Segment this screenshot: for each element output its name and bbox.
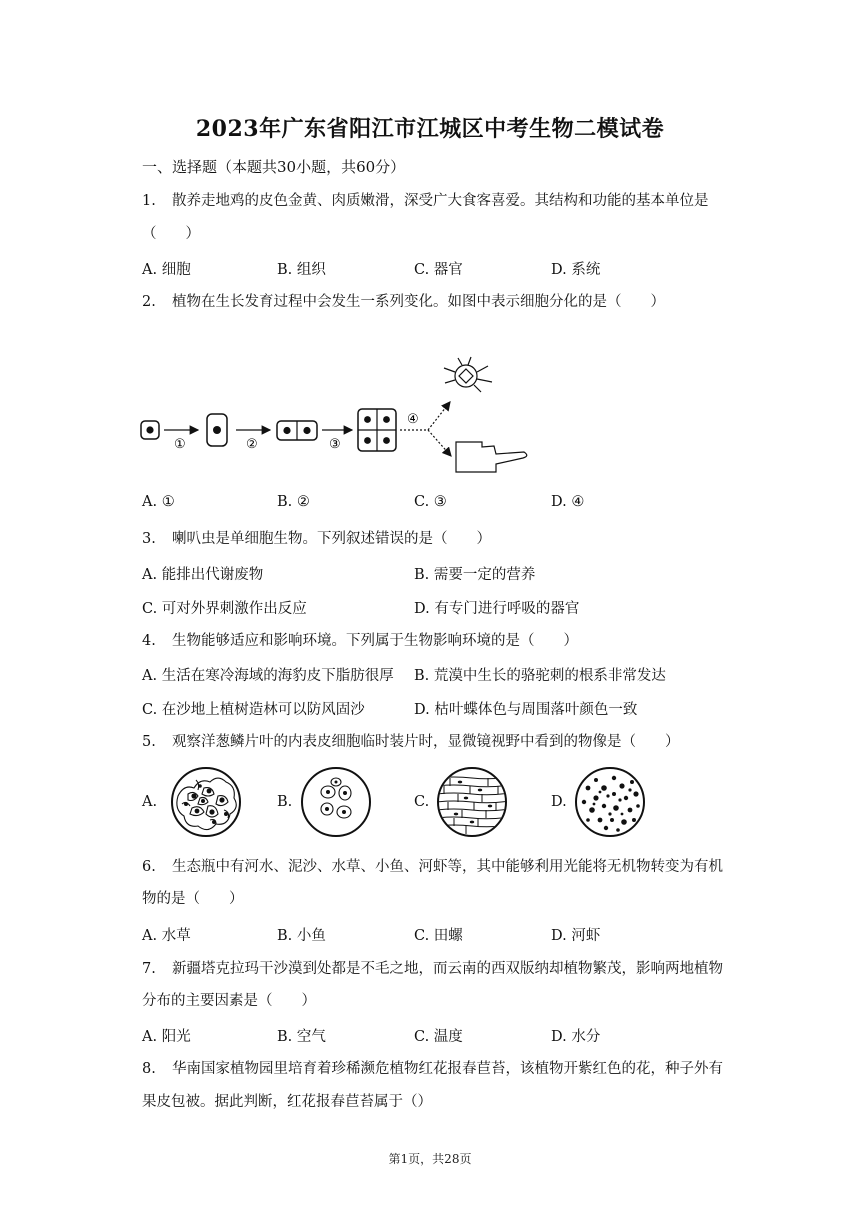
step-label-2: ② [246, 437, 258, 452]
question-1 [142, 191, 709, 211]
q5-option-d: D. [551, 794, 567, 810]
step-label-3: ③ [329, 437, 341, 452]
q3-option-b: B. 需要一定的营养 [414, 567, 536, 583]
question-text: 散养走地鸡的皮色金黄、肉质嫩滑，深受广大食客喜爱。其结构和功能的基本单位是 [172, 193, 709, 209]
question-3 [142, 529, 491, 549]
q5-option-a: A. [142, 794, 158, 810]
question-text: 植物在生长发育过程中会发生一系列变化。如图中表示细胞分化的是（ ） [172, 294, 665, 310]
question-text: 喇叭虫是单细胞生物。下列叙述错误的是（ ） [172, 531, 491, 547]
q7-option-d: D. 水分 [551, 1029, 601, 1045]
question-number: 1. [142, 193, 156, 209]
question-2 [142, 292, 665, 312]
microscope-view-c [436, 766, 512, 838]
q5-option-b: B. [277, 794, 293, 810]
q2-option-b: B. ② [277, 494, 310, 510]
q2-option-d: D. ④ [551, 494, 585, 510]
q2-option-a: A. ① [142, 494, 175, 510]
cell-differentiation-figure [138, 352, 538, 482]
question-1-continuation: （ ） [142, 226, 200, 242]
question-5 [142, 732, 680, 752]
microscope-view-a [170, 766, 246, 838]
q6-option-a: A. 水草 [142, 928, 191, 944]
question-number: 6. [142, 859, 156, 875]
q2-option-c: C. ③ [414, 494, 447, 510]
q3-option-c: C. 可对外界刺激作出反应 [142, 601, 307, 617]
differentiated-cell-star [444, 357, 492, 392]
q1-option-a: A. 细胞 [142, 262, 191, 278]
question-6 [142, 857, 723, 877]
section-heading: 一、选择题（本题共30小题，共60分） [142, 158, 406, 176]
microscope-view-b [300, 766, 376, 838]
q6-option-c: C. 田螺 [414, 928, 463, 944]
microscope-view-d [574, 766, 650, 838]
question-text: 新疆塔克拉玛干沙漠到处都是不毛之地，而云南的西双版纳却植物繁茂，影响两地植物 [172, 961, 723, 977]
question-number: 8. [142, 1061, 156, 1077]
question-7-continuation: 分布的主要因素是（ ） [142, 993, 316, 1009]
question-number: 7. [142, 961, 156, 977]
q1-option-c: C. 器官 [414, 262, 463, 278]
q3-option-d: D. 有专门进行呼吸的器官 [414, 601, 580, 617]
q4-option-b: B. 荒漠中生长的骆驼刺的根系非常发达 [414, 668, 666, 684]
question-text: 生物能够适应和影响环境。下列属于生物影响环境的是（ ） [172, 633, 578, 649]
question-number: 3. [142, 531, 156, 547]
page-footer: 第1页，共28页 [388, 1152, 472, 1166]
question-8-continuation: 果皮包被。据此判断，红花报春苣苔属于（） [142, 1094, 432, 1110]
question-6-continuation: 物的是（ ） [142, 891, 244, 907]
q7-option-a: A. 阳光 [142, 1029, 191, 1045]
differentiated-cell-elongated [456, 442, 527, 472]
q4-option-d: D. 枯叶蝶体色与周围落叶颜色一致 [414, 702, 638, 718]
question-text: 华南国家植物园里培育着珍稀濒危植物红花报春苣苔，该植物开紫红色的花，种子外有 [172, 1061, 723, 1077]
question-8 [142, 1059, 723, 1079]
q1-option-b: B. 组织 [277, 262, 326, 278]
q6-option-b: B. 小鱼 [277, 928, 326, 944]
q1-option-d: D. 系统 [551, 262, 601, 278]
q6-option-d: D. 河虾 [551, 928, 601, 944]
q7-option-c: C. 温度 [414, 1029, 463, 1045]
question-number: 4. [142, 633, 156, 649]
question-number: 5. [142, 734, 156, 750]
step-label-1: ① [174, 437, 186, 452]
step-label-4: ④ [407, 412, 419, 427]
q3-option-a: A. 能排出代谢废物 [142, 567, 264, 583]
question-number: 2. [142, 294, 156, 310]
q5-option-c: C. [414, 794, 430, 810]
q7-option-b: B. 空气 [277, 1029, 326, 1045]
exam-title: 2023年广东省阳江市江城区中考生物二模试卷 [195, 116, 665, 142]
question-text: 生态瓶中有河水、泥沙、水草、小鱼、河虾等，其中能够利用光能将无机物转变为有机 [172, 859, 723, 875]
question-4 [142, 631, 578, 651]
q4-option-c: C. 在沙地上植树造林可以防风固沙 [142, 702, 365, 718]
question-7 [142, 959, 723, 979]
q4-option-a: A. 生活在寒冷海域的海豹皮下脂肪很厚 [142, 668, 394, 684]
question-text: 观察洋葱鳞片叶的内表皮细胞临时装片时，显微镜视野中看到的物像是（ ） [172, 734, 680, 750]
